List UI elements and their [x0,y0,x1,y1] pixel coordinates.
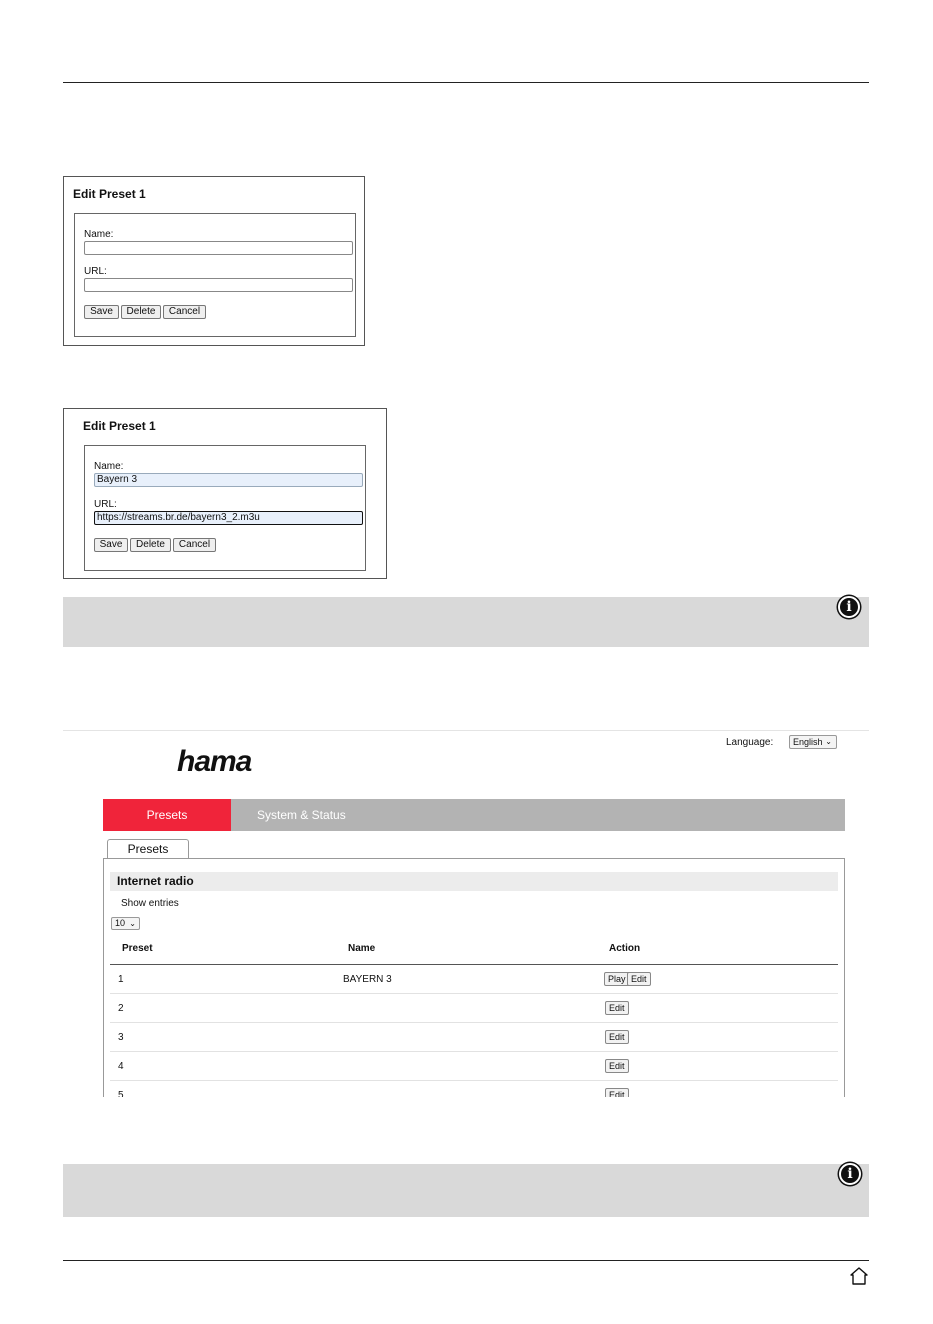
language-select[interactable] [789,735,837,749]
name-label: Name: [94,461,124,472]
edit-button[interactable]: Edit [605,1059,629,1073]
cancel-button[interactable]: Cancel [173,538,216,552]
show-entries-label: Show entries [121,898,179,909]
edit-preset-dialog-filled [63,408,387,579]
table-row [110,1023,838,1052]
edit-button[interactable]: Edit [605,1030,629,1044]
save-button[interactable]: Save [94,538,128,552]
table-row [110,1052,838,1081]
dialog-title: Edit Preset 1 [73,187,146,201]
url-label: URL: [84,266,107,277]
column-header-preset[interactable]: Preset [122,943,153,954]
preset-number: 1 [118,974,124,985]
entries-select[interactable] [111,917,140,930]
subtab-presets[interactable]: Presets [107,839,189,858]
dialog-form [74,213,356,337]
dialog-form [84,445,366,571]
name-label: Name: [84,229,114,240]
bottom-divider [63,1260,869,1261]
dialog-title: Edit Preset 1 [83,419,156,433]
preset-number: 4 [118,1061,124,1072]
home-icon[interactable] [849,1266,869,1286]
top-divider [63,82,869,83]
url-input[interactable] [84,278,353,292]
note-box [63,597,869,647]
preset-name: BAYERN 3 [343,974,392,985]
entries-value: 10 [115,918,126,928]
nav-tab-presets[interactable]: Presets [103,799,231,831]
preset-number: 2 [118,1003,124,1014]
delete-button[interactable]: Delete [121,305,161,319]
nav-tab-system-status[interactable]: System & Status [257,808,346,822]
delete-button[interactable]: Delete [130,538,171,552]
preset-number: 5 [118,1090,124,1097]
name-input[interactable] [84,241,353,255]
url-label: URL: [94,499,117,510]
table-row [110,1081,838,1097]
chevron-down-icon: ⌄ [825,737,832,746]
edit-button[interactable]: Edit [627,972,651,986]
name-input[interactable]: Bayern 3 [94,473,363,487]
cancel-button[interactable]: Cancel [163,305,206,319]
language-label: Language: [726,737,774,748]
save-button[interactable]: Save [84,305,119,319]
column-header-action[interactable]: Action [609,943,641,954]
column-header-name[interactable]: Name [348,943,376,954]
edit-button[interactable]: Edit [605,1088,629,1097]
url-input[interactable]: https://streams.br.de/bayern3_2.m3u [94,511,363,525]
preset-number: 3 [118,1032,124,1043]
table-row [110,965,838,994]
web-interface-screenshot [63,730,869,1097]
table-row [110,994,838,1023]
chevron-down-icon: ⌄ [129,919,136,928]
presets-panel [103,858,845,1097]
edit-button[interactable]: Edit [605,1001,629,1015]
hama-logo: hama [177,745,252,778]
language-value: English [793,737,823,747]
section-title: Internet radio [110,872,838,891]
info-icon: i [839,1163,861,1185]
note-box [63,1164,869,1217]
main-nav [103,799,845,831]
edit-preset-dialog-empty [63,176,365,346]
play-button[interactable]: Play [604,972,630,986]
info-icon: i [838,596,860,618]
